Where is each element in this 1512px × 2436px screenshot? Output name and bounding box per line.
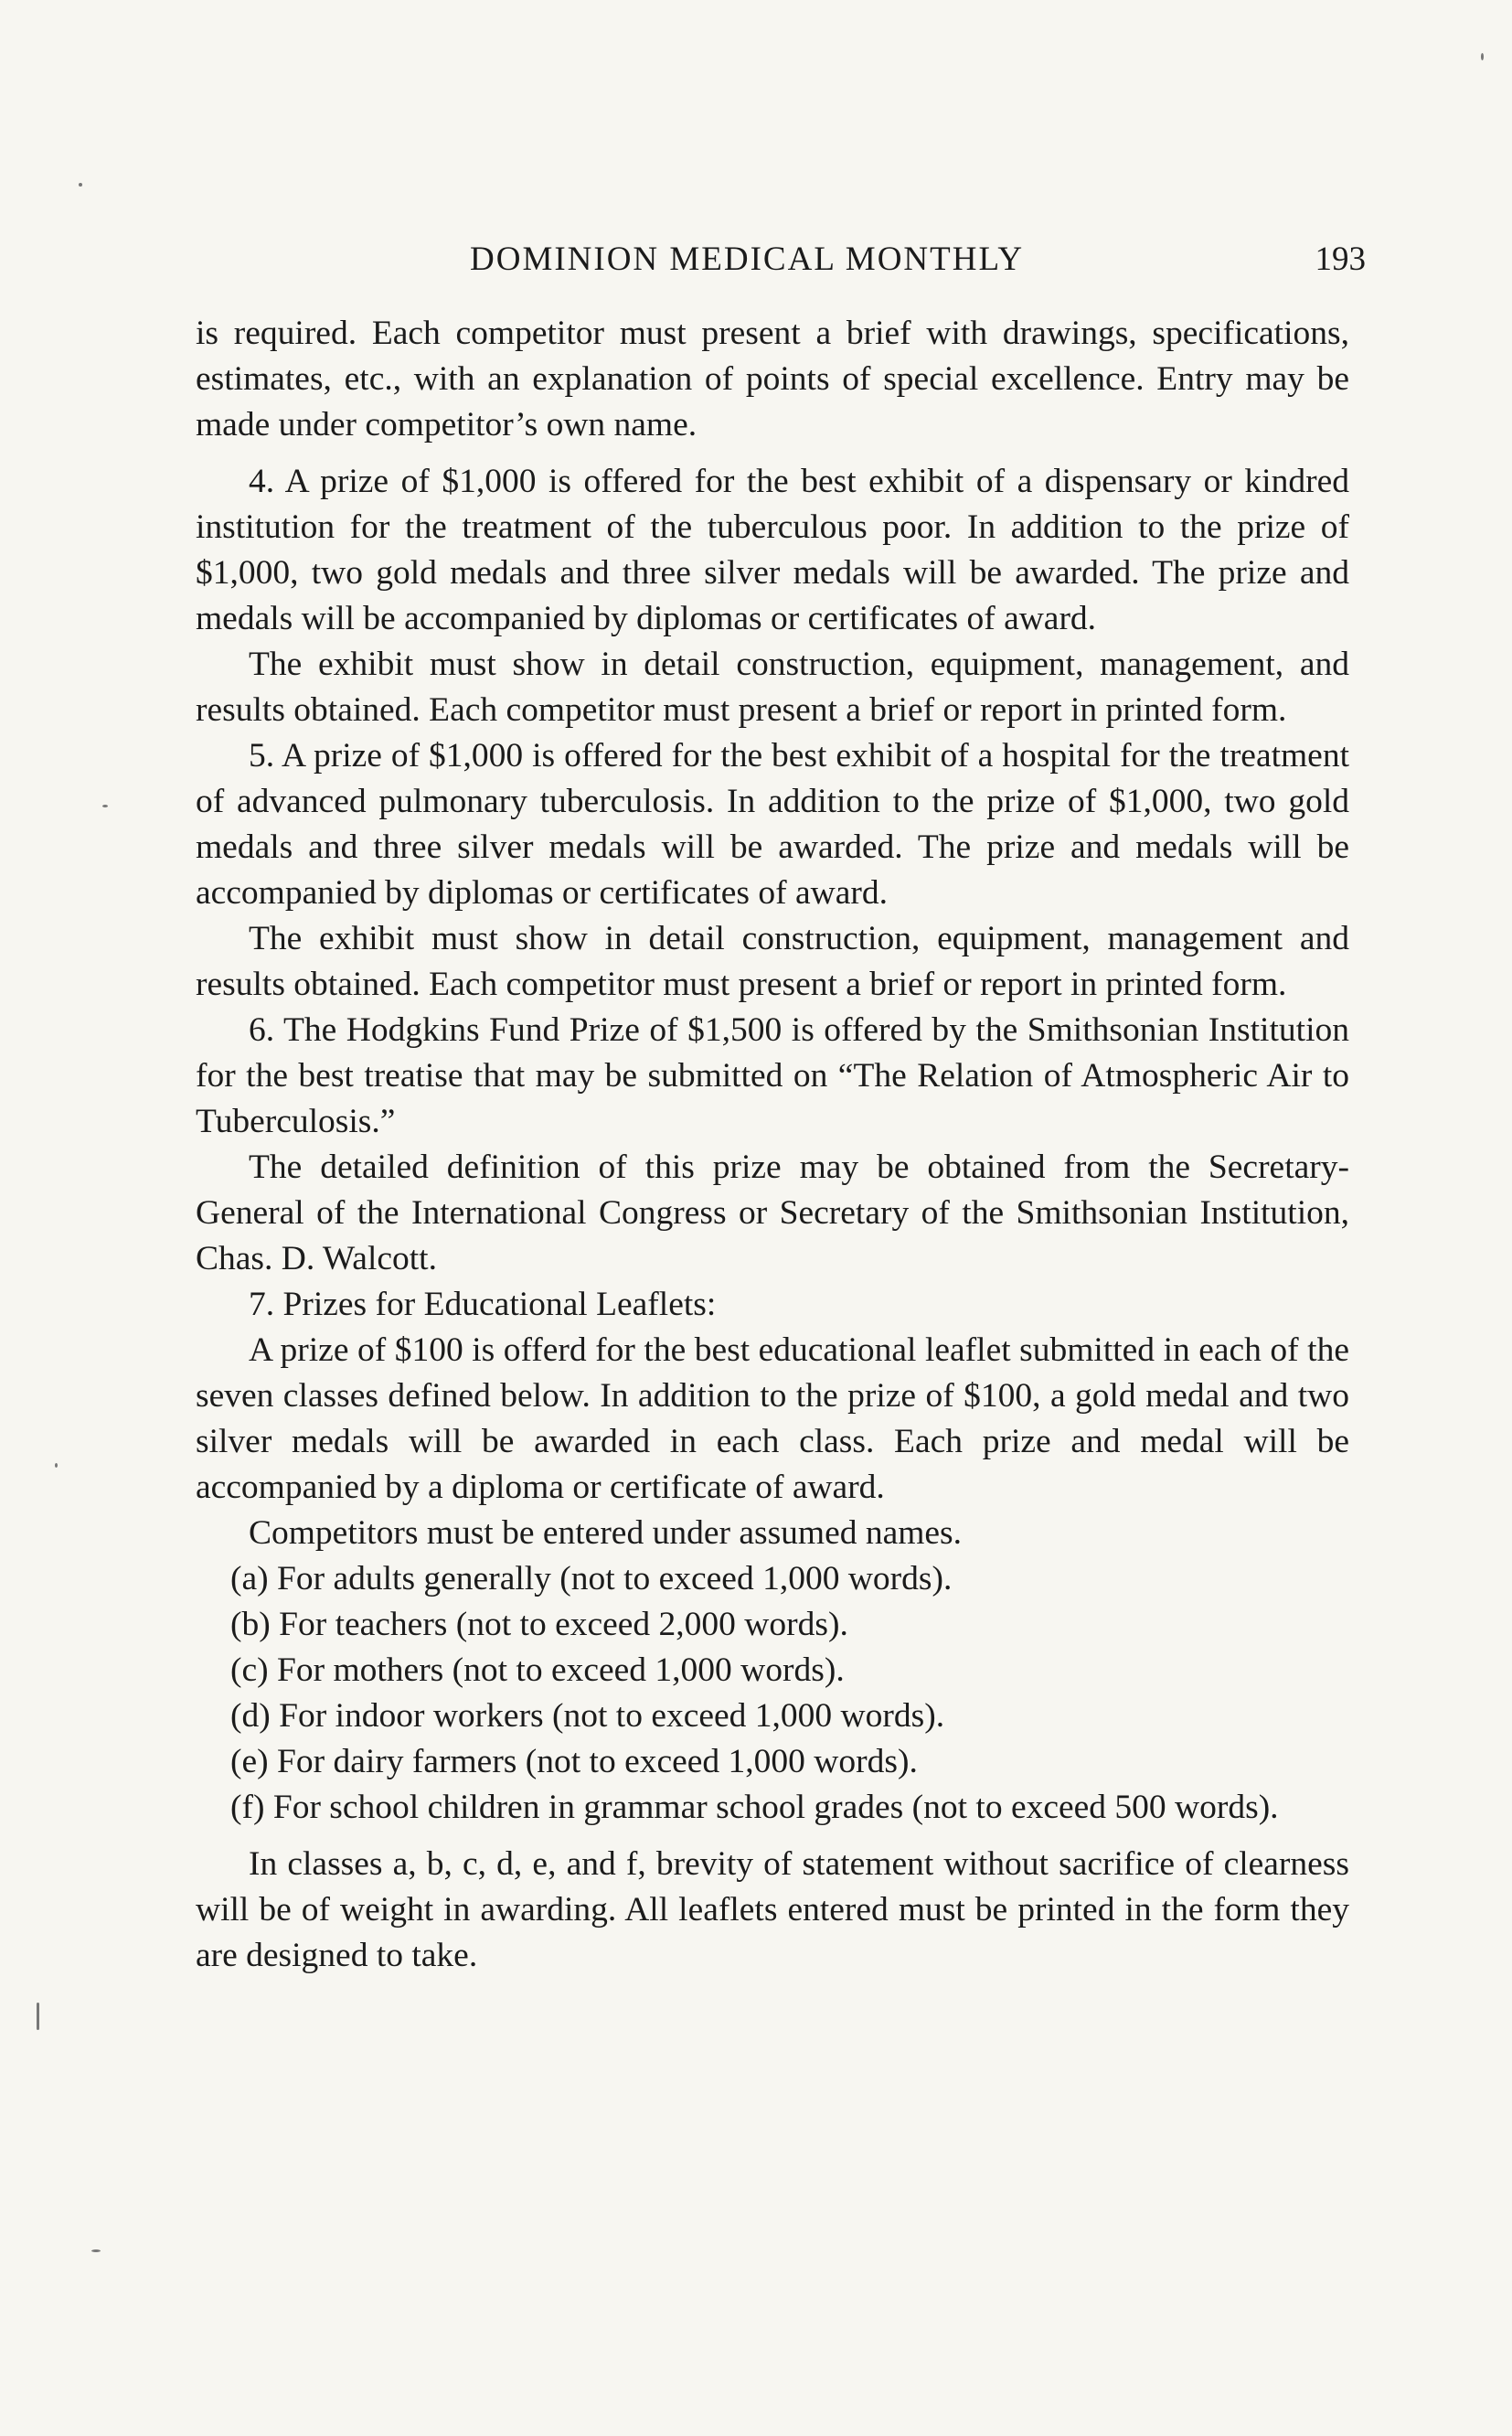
- paragraph-prize-7-heading: 7. Prizes for Educational Leaflets:: [249, 1286, 717, 1323]
- paragraph-prize-5-exhibit: The exhibit must show in detail construction, equipment, management and results obtained. Each competitor must present a brief or report in printed form.: [196, 920, 1349, 1003]
- leaflet-class-item: (b) For teachers (not to exceed 2,000 words).: [230, 1606, 848, 1643]
- paragraph-prize-6: 6. The Hodgkins Fund Prize of $1,500 is offered by the Smithsonian Institution for the best treatise that may be submitted on “The Relation of Atmospheric Air to Tuberculosis.”: [196, 1011, 1349, 1140]
- leaflet-class-item: (d) For indoor workers (not to exceed 1,000 words).: [230, 1697, 945, 1735]
- paragraph-continuation: is required. Each competitor must present a brief with drawings, specifications, estimates, etc., with an explanation of points of special excellence. Entry may be made under competitor’s own name.: [196, 315, 1349, 443]
- leaflet-class-item: (c) For mothers (not to exceed 1,000 words).: [230, 1651, 845, 1689]
- paragraph-prize-4-exhibit: The exhibit must show in detail construction, equipment, management, and results obtained. Each competitor must present a brief or report in printed form.: [196, 646, 1349, 729]
- page-body: [196, 311, 1349, 1979]
- running-title: DOMINION MEDICAL MONTHLY: [470, 240, 1025, 278]
- leaflet-class-item: (f) For school children in grammar school grades (not to exceed 500 words).: [230, 1789, 1279, 1826]
- page-number: 193: [1315, 240, 1366, 278]
- scan-speck: [79, 183, 82, 187]
- paragraph-assumed-names: Competitors must be entered under assumed names.: [249, 1514, 963, 1552]
- leaflet-class-item: (a) For adults generally (not to exceed 1,000 words).: [230, 1560, 953, 1597]
- page-header: [196, 240, 1366, 285]
- leaflet-class-item: (e) For dairy farmers (not to exceed 1,000 words).: [230, 1743, 918, 1780]
- scan-speck: [102, 805, 108, 807]
- paragraph-prize-7-details: A prize of $100 is offerd for the best educational leaflet submitted in each of the seven classes defined below. In addition to the prize of $100, a gold medal and two silver medals will be awarded in each class. Each prize and medal will be accompanied by a diploma or certificate of award.: [196, 1331, 1349, 1506]
- paragraph-prize-5: 5. A prize of $1,000 is offered for the best exhibit of a hospital for the treatment of advanced pulmonary tuberculosis. In addition to the prize of $1,000, two gold medals and three silver medals will be awarded. The prize and medals will be accompanied by diplomas or certificates of award.: [196, 737, 1349, 912]
- scan-speck: [91, 2249, 101, 2252]
- scan-speck: [55, 1463, 58, 1468]
- paragraph-prize-6-definition: The detailed definition of this prize may be obtained from the Secretary-General of the International Congress or Secretary of the Smithsonian Institution, Chas. D. Walcott.: [196, 1149, 1349, 1277]
- scan-speck: [1481, 53, 1484, 60]
- paragraph-classes-brevity: In classes a, b, c, d, e, and f, brevity of statement without sacrifice of clearness will be of weight in awarding. All leaflets entered must be printed in the form they are designed to take.: [196, 1845, 1349, 1974]
- scan-speck: [37, 2003, 39, 2030]
- paragraph-prize-4: 4. A prize of $1,000 is offered for the best exhibit of a dispensary or kindred institution for the treatment of the tuberculous poor. In addition to the prize of $1,000, two gold medals and three silver medals will be awarded. The prize and medals will be accompanied by diplomas or certificates of award.: [196, 463, 1349, 637]
